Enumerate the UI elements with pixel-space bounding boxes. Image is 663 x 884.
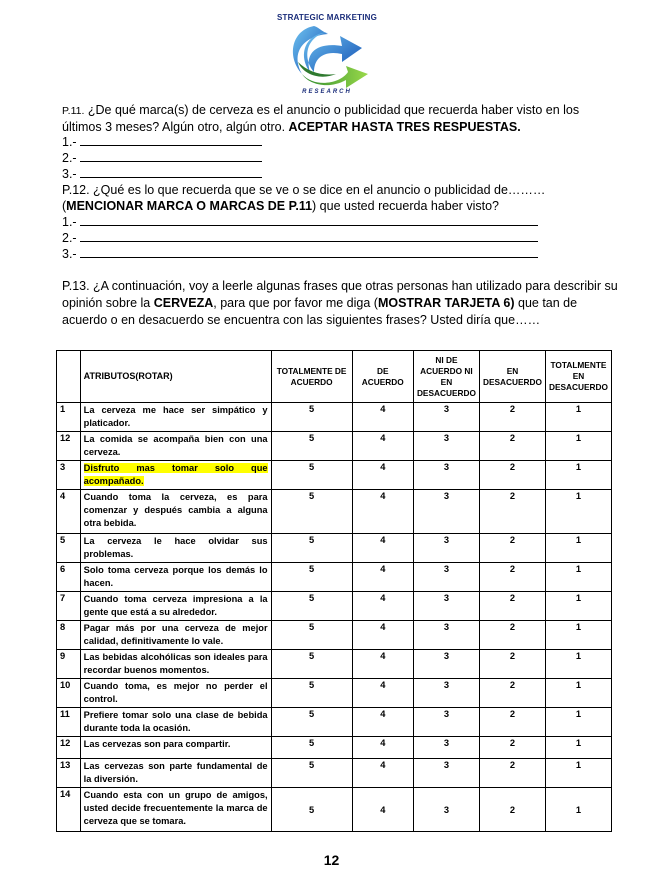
- score-cell[interactable]: 1: [545, 403, 611, 432]
- row-number: 11: [57, 708, 81, 737]
- p11-answer-line-3[interactable]: [62, 166, 262, 182]
- row-attribute-text: Cuando toma cerveza impresiona a la gente que está a su alrededor.: [83, 594, 268, 617]
- logo-subtitle: RESEARCH: [302, 89, 352, 95]
- row-number: 10: [57, 679, 81, 708]
- row-attribute-text: Pagar más por una cerveza de mejor calidad, definitivamente lo vale.: [83, 623, 268, 646]
- score-cell[interactable]: 2: [479, 759, 545, 788]
- table-row: [57, 650, 612, 679]
- p12-answer-line-2[interactable]: [62, 230, 538, 246]
- row-attribute: [80, 403, 271, 432]
- row-attribute: [80, 708, 271, 737]
- answer-number: 2.-: [62, 231, 77, 245]
- p11-code: P.11.: [62, 105, 85, 117]
- row-attribute-text: Las cervezas son parte fundamental de la diversión.: [83, 761, 268, 784]
- score-cell[interactable]: 3: [413, 708, 479, 737]
- score-cell[interactable]: 1: [545, 490, 611, 534]
- row-attribute: [80, 759, 271, 788]
- p13-bold1: CERVEZA: [153, 296, 214, 310]
- score-cell[interactable]: 5: [271, 737, 352, 759]
- score-cell[interactable]: 5: [271, 621, 352, 650]
- row-number: 4: [57, 490, 81, 534]
- row-number: 3: [57, 461, 81, 490]
- score-cell[interactable]: 4: [352, 592, 413, 621]
- table-row: [57, 621, 612, 650]
- p13-text1: P.13. ¿A continuación, voy a leerle algunas frases que otras personas han utilizado para describir su opinión sobre la: [62, 279, 618, 310]
- p11-instruction: ACEPTAR HASTA TRES RESPUESTAS.: [288, 120, 521, 134]
- header-attributes: ATRIBUTOS(ROTAR): [80, 351, 271, 403]
- score-cell[interactable]: 5: [271, 490, 352, 534]
- header-number: [57, 351, 81, 403]
- row-attribute-text: Las bebidas alcohólicas son ideales para recordar buenos momentos.: [83, 652, 268, 675]
- score-cell[interactable]: 4: [352, 679, 413, 708]
- attributes-table: [56, 350, 612, 832]
- p12-answer-line-1[interactable]: [62, 214, 538, 230]
- row-number: 13: [57, 759, 81, 788]
- score-cell[interactable]: 5: [271, 403, 352, 432]
- row-attribute-text: Prefiere tomar solo una clase de bebida durante toda la ocasión.: [83, 710, 268, 733]
- p12-text2: ) que usted recuerda haber visto?: [312, 199, 499, 213]
- score-cell[interactable]: 5: [271, 592, 352, 621]
- row-number: 7: [57, 592, 81, 621]
- p13-text2: , para que por favor me diga (: [213, 296, 378, 310]
- table-row: [57, 788, 612, 832]
- score-cell[interactable]: 2: [479, 490, 545, 534]
- score-cell[interactable]: 1: [545, 592, 611, 621]
- table-row: [57, 708, 612, 737]
- header-disagree: EN DESACUERDO: [479, 351, 545, 403]
- table-row: [57, 737, 612, 759]
- score-cell[interactable]: 5: [271, 534, 352, 563]
- logo-title: STRATEGIC MARKETING: [276, 13, 378, 22]
- score-cell[interactable]: 5: [271, 461, 352, 490]
- table-row: [57, 534, 612, 563]
- score-cell[interactable]: 4: [352, 461, 413, 490]
- question-p12: [62, 182, 622, 214]
- table-row: [57, 563, 612, 592]
- table-row: [57, 759, 612, 788]
- row-number: 1: [57, 403, 81, 432]
- score-cell[interactable]: 5: [271, 679, 352, 708]
- row-attribute: [80, 621, 271, 650]
- score-cell[interactable]: 3: [413, 621, 479, 650]
- row-attribute: [80, 737, 271, 759]
- row-attribute: [80, 461, 271, 490]
- score-cell[interactable]: 1: [545, 788, 611, 832]
- score-cell[interactable]: 2: [479, 737, 545, 759]
- table-row: [57, 679, 612, 708]
- answer-number: 1.-: [62, 135, 77, 149]
- score-cell[interactable]: 3: [413, 403, 479, 432]
- row-attribute-text: Cuando esta con un grupo de amigos, usted decide frecuentemente la marca de cerveza que se tomara.: [83, 790, 268, 826]
- score-cell[interactable]: 3: [413, 432, 479, 461]
- score-cell[interactable]: 1: [545, 432, 611, 461]
- row-number: 5: [57, 534, 81, 563]
- header-totally-disagree: TOTALMENTE EN DESACUERDO: [545, 351, 611, 403]
- score-cell[interactable]: 4: [352, 534, 413, 563]
- table-row: [57, 432, 612, 461]
- row-attribute-text: Cuando toma, es mejor no perder el control.: [83, 681, 268, 704]
- score-cell[interactable]: 1: [545, 679, 611, 708]
- row-attribute-text: La comida se acompaña bien con una cerveza.: [83, 434, 268, 457]
- score-cell[interactable]: 5: [271, 563, 352, 592]
- score-cell[interactable]: 2: [479, 708, 545, 737]
- score-cell[interactable]: 3: [413, 592, 479, 621]
- header-agree: DE ACUERDO: [352, 351, 413, 403]
- score-cell[interactable]: 3: [413, 759, 479, 788]
- score-cell[interactable]: 4: [352, 403, 413, 432]
- score-cell[interactable]: 2: [479, 432, 545, 461]
- score-cell[interactable]: 2: [479, 621, 545, 650]
- score-cell[interactable]: 5: [271, 708, 352, 737]
- question-p11: [62, 102, 602, 135]
- row-number: 12: [57, 432, 81, 461]
- company-logo: [262, 13, 392, 99]
- row-attribute: [80, 432, 271, 461]
- answer-number: 2.-: [62, 151, 77, 165]
- score-cell[interactable]: 4: [352, 650, 413, 679]
- score-cell[interactable]: 1: [545, 737, 611, 759]
- score-cell[interactable]: 2: [479, 592, 545, 621]
- p13-text3: que tan de acuerdo o en desacuerdo se encuentra con las siguientes frases? Usted diría que……: [62, 296, 578, 327]
- score-cell[interactable]: 2: [479, 563, 545, 592]
- header-totally-agree: TOTALMENTE DE ACUERDO: [271, 351, 352, 403]
- score-cell[interactable]: 3: [413, 461, 479, 490]
- row-attribute: [80, 534, 271, 563]
- score-cell[interactable]: 2: [479, 534, 545, 563]
- row-number: 6: [57, 563, 81, 592]
- score-cell[interactable]: 3: [413, 534, 479, 563]
- row-attribute: [80, 563, 271, 592]
- score-cell[interactable]: 3: [413, 490, 479, 534]
- score-cell[interactable]: 3: [413, 650, 479, 679]
- p12-paren: (: [62, 199, 67, 213]
- score-cell[interactable]: 2: [479, 403, 545, 432]
- row-number: 8: [57, 621, 81, 650]
- score-cell[interactable]: 1: [545, 621, 611, 650]
- score-cell[interactable]: 4: [352, 621, 413, 650]
- score-cell[interactable]: 4: [352, 737, 413, 759]
- score-cell[interactable]: 3: [413, 737, 479, 759]
- question-p13: [62, 278, 618, 329]
- row-attribute-text: La cerveza me hace ser simpático y platicador.: [83, 405, 268, 428]
- row-attribute-text: Cuando toma la cerveza, es para comenzar y después cambia a alguna otra bebida.: [83, 492, 268, 528]
- p11-answer-line-2[interactable]: [62, 150, 262, 166]
- row-number: 14: [57, 788, 81, 832]
- p12-answer-line-3[interactable]: [62, 246, 538, 262]
- row-attribute-text: Las cervezas son para compartir.: [83, 739, 231, 749]
- p13-bold2: MOSTRAR TARJETA 6): [377, 296, 515, 310]
- p12-instruction: MENCIONAR MARCA O MARCAS DE P.11: [66, 199, 313, 213]
- score-cell[interactable]: 5: [271, 650, 352, 679]
- row-number: 9: [57, 650, 81, 679]
- score-cell[interactable]: 2: [479, 461, 545, 490]
- header-neutral: NI DE ACUERDO NI EN DESACUERDO: [413, 351, 479, 403]
- table-row: [57, 403, 612, 432]
- row-attribute: [80, 650, 271, 679]
- score-cell[interactable]: 5: [271, 759, 352, 788]
- answer-number: 3.-: [62, 167, 77, 181]
- score-cell[interactable]: 4: [352, 563, 413, 592]
- score-cell[interactable]: 1: [545, 708, 611, 737]
- row-attribute-text: La cerveza le hace olvidar sus problemas.: [83, 536, 268, 559]
- row-number: 12: [57, 737, 81, 759]
- answer-number: 1.-: [62, 215, 77, 229]
- score-cell[interactable]: 3: [413, 563, 479, 592]
- p11-text: ¿De qué marca(s) de cerveza es el anuncio o publicidad que recuerda haber visto en los últimos 3 meses? Algún otro, algún otro.: [62, 103, 580, 134]
- score-cell[interactable]: 1: [545, 563, 611, 592]
- row-attribute: [80, 490, 271, 534]
- p12-text1: P.12. ¿Qué es lo que recuerda que se ve o se dice en el anuncio o publicidad de………: [62, 183, 546, 197]
- score-cell[interactable]: 1: [545, 534, 611, 563]
- answer-number: 3.-: [62, 247, 77, 261]
- row-attribute-text: Solo toma cerveza porque los demás lo hacen.: [83, 565, 268, 588]
- page-number: 12: [323, 852, 340, 868]
- score-cell[interactable]: 5: [271, 788, 352, 832]
- score-cell[interactable]: 1: [545, 650, 611, 679]
- row-attribute: [80, 679, 271, 708]
- score-cell[interactable]: 2: [479, 650, 545, 679]
- table-row: [57, 490, 612, 534]
- score-cell[interactable]: 4: [352, 490, 413, 534]
- score-cell[interactable]: 4: [352, 432, 413, 461]
- score-cell[interactable]: 4: [352, 759, 413, 788]
- score-cell[interactable]: 1: [545, 461, 611, 490]
- score-cell[interactable]: 3: [413, 679, 479, 708]
- score-cell[interactable]: 3: [413, 788, 479, 832]
- table-row: [57, 461, 612, 490]
- p11-answer-line-1[interactable]: [62, 134, 262, 150]
- score-cell[interactable]: 4: [352, 708, 413, 737]
- table-row: [57, 592, 612, 621]
- row-attribute-text: Disfruto mas tomar solo que acompañado.: [83, 463, 268, 486]
- logo-swirl-icon: [284, 22, 374, 90]
- score-cell[interactable]: 1: [545, 759, 611, 788]
- row-attribute: [80, 788, 271, 832]
- score-cell[interactable]: 5: [271, 432, 352, 461]
- score-cell[interactable]: 2: [479, 679, 545, 708]
- score-cell[interactable]: 2: [479, 788, 545, 832]
- row-attribute: [80, 592, 271, 621]
- score-cell[interactable]: 4: [352, 788, 413, 832]
